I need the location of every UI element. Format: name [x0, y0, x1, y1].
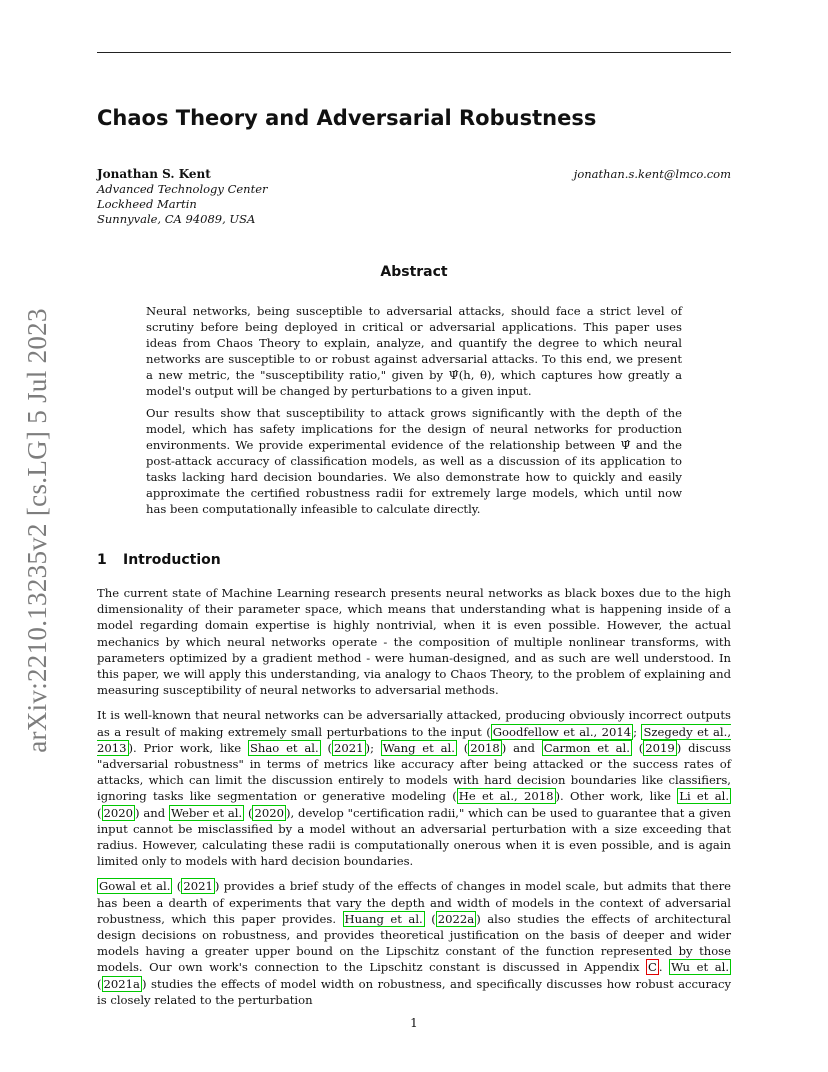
citation-link[interactable]: Li et al. [679, 789, 730, 804]
abstract-paragraph-1: Neural networks, being susceptible to adversarial attacks, should face a strict level of scrutiny before being deployed in critical or adversarial applications. This paper uses ideas from Chaos Theory to explain, analyze, and quantify the degree to which neural networks are susceptible to or robust against adversarial attacks. To this end, we present a new metric, the "susceptibility ratio," given by Ψ̂(h, θ), which captures how greatly a model's output will be changed by perturbations to a given input. [146, 304, 682, 398]
citation-link[interactable]: Gowal et al. [99, 879, 171, 894]
text-run: ) provides a brief study of the effects of changes in model scale, but admits that there has been a dearth of experiments that vary the depth and width of models in the context of adversarial robustness, which this paper provides. [97, 879, 731, 926]
citation-year-link[interactable]: 2020 [103, 805, 134, 820]
citation-year-link[interactable]: 2021a [103, 976, 140, 991]
text-run: ) discuss "adversarial robustness" in terms of metrics like accuracy after being attacked or the success rates of attacks, which can limit the discussion entirely to models with hard decision boundaries like classifiers, ignoring tasks like segmentation or generative modeling ( [97, 740, 732, 804]
citation-link[interactable]: Szegedy et al., 2013 [97, 724, 732, 755]
citation-year-link[interactable]: 2022a [437, 911, 475, 926]
abstract-heading: Abstract [380, 264, 448, 280]
abstract-paragraph-2: Our results show that susceptibility to attack grows significantly with the depth of the model, which has safety implications for the design of neural networks for production environments. We provide experimental evidence of the relationship between Ψ̂ and the post-attack accuracy of classification models, as well as a discussion of its application to tasks lacking hard decision boundaries. We also demonstrate how to quickly and easily approximate the certified robustness radii for extremely large models, which until now has been computationally infeasible to calculate directly. [146, 406, 682, 516]
top-rule [97, 52, 731, 53]
intro-paragraph-1: The current state of Machine Learning research presents neural networks as black boxes due to the high dimensionality of their parameter space, which means that understanding what is happening inside of a model regarding domain expertise is highly nontrivial, when it is even possible. However, the actual mechanics by which neural networks operate - the composition of multiple nonlinear transforms, with parameters optimized by a gradient method - were human-designed, and as such are well understood. In this paper, we will apply this understanding, via analogy to Chaos Theory, to the problem of explaining and measuring susceptibility of neural networks to adversarial methods. [97, 586, 731, 698]
citation-link[interactable]: Shao et al. [249, 740, 319, 755]
text-run: ). Prior work, like [128, 740, 248, 755]
appendix-reference-link[interactable]: C [647, 960, 657, 975]
text-run: ). Other work, like [555, 789, 678, 804]
text-run: ) and [135, 805, 170, 820]
citation-year-link[interactable]: 2021 [334, 740, 364, 755]
citation-link[interactable]: Wang et al. [382, 740, 455, 755]
text-run: It is well-known that neural networks can be adversarially attacked, producing obviously incorrect outputs as a result of making extremely small perturbations to the input ( [97, 708, 731, 739]
author-affiliation-3: Sunnyvale, CA 94089, USA [97, 212, 256, 226]
text-run: ( [424, 911, 436, 926]
intro-paragraph-3 [97, 878, 731, 1008]
intro-paragraph-2 [97, 707, 731, 869]
citation-link[interactable]: He et al., 2018 [458, 789, 554, 804]
citation-link[interactable]: Huang et al. [344, 911, 423, 926]
citation-link[interactable]: Carmon et al. [543, 740, 630, 755]
text-run: ( [631, 740, 644, 755]
section-title: Introduction [123, 552, 221, 568]
text-run: ( [244, 805, 253, 820]
text-run: ( [97, 805, 102, 820]
text-run: ; [633, 724, 642, 739]
paper-title: Chaos Theory and Adversarial Robustness [97, 106, 597, 130]
section-heading [97, 552, 221, 568]
text-run: ( [172, 879, 182, 894]
author-email: jonathan.s.kent@lmco.com [573, 167, 731, 181]
arxiv-side-stamp [20, 300, 54, 760]
citation-year-link[interactable]: 2018 [470, 740, 500, 755]
text-run: ( [320, 740, 333, 755]
text-run: ) studies the effects of model width on robustness, and specifically discusses how robust accuracy is closely related to the perturbation [97, 976, 731, 1007]
text-run: ) also studies the effects of architectural design decisions on robustness, and provides theoretical justification on the basis of deeper and wider models having a greater upper bound on the Lipschitz constant of the function represented by those models. Our own work's connection to the Lipschitz constant is discussed in Appendix [97, 911, 731, 975]
text-run: ( [97, 976, 102, 991]
author-affiliation-2: Lockheed Martin [97, 197, 197, 211]
citation-link[interactable]: Weber et al. [171, 805, 243, 820]
abstract-body [146, 303, 682, 523]
citation-year-link[interactable]: 2020 [254, 805, 284, 820]
text-run: ), develop "certification radii," which can be used to guarantee that a given input cannot be misclassified by a model without an adversarial perturbation with a size exceeding that radius. However, calculating these radii is computationally onerous when it is even possible, and is again limited only to models with hard decision boundaries. [97, 805, 731, 869]
author-name: Jonathan S. Kent [97, 167, 211, 181]
section-number: 1 [97, 552, 107, 568]
text-run: ); [365, 740, 381, 755]
author-affiliation-1: Advanced Technology Center [97, 182, 268, 196]
introduction-body [97, 585, 731, 1017]
page-number: 1 [410, 1016, 418, 1030]
citation-year-link[interactable]: 2019 [645, 740, 675, 755]
arxiv-identifier: arXiv:2210.13235v2 [cs.LG] 5 Jul 2023 [21, 307, 52, 753]
citation-link[interactable]: Wu et al. [671, 960, 729, 975]
text-run: ) and [501, 740, 542, 755]
citation-link[interactable]: Goodfellow et al., 2014 [492, 724, 632, 739]
citation-year-link[interactable]: 2021 [183, 879, 213, 894]
text-run: ( [456, 740, 469, 755]
author-block [97, 167, 731, 227]
text-run: . [658, 960, 670, 975]
